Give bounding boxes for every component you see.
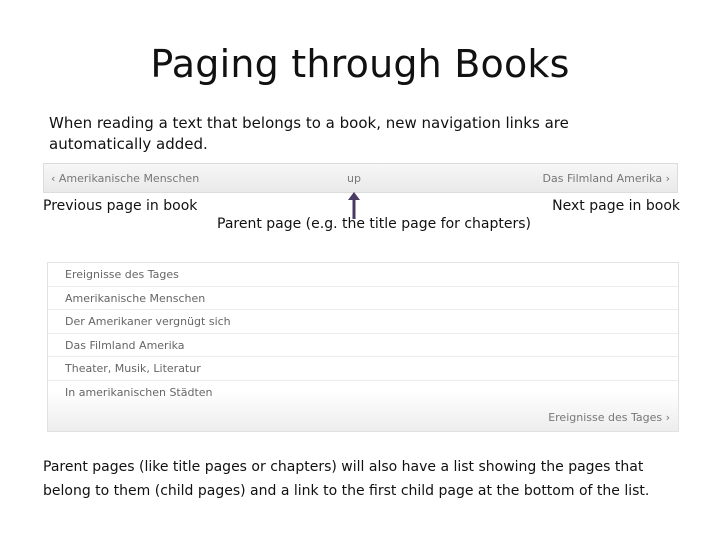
list-item: [48, 263, 678, 287]
child-page-link[interactable]: Theater, Musik, Literatur: [65, 362, 201, 375]
parent-page-link[interactable]: up: [347, 172, 361, 185]
first-child-page-link[interactable]: Ereignisse des Tages ›: [548, 411, 670, 424]
child-page-link[interactable]: Das Filmland Amerika: [65, 338, 185, 352]
list-item: [48, 334, 678, 358]
slide-title: Paging through Books: [150, 42, 570, 86]
previous-page-link[interactable]: ‹ Amerikanische Menschen: [51, 172, 200, 185]
list-item: [48, 381, 678, 405]
parent-page-caption: Parent page (e.g. the title page for chapters): [217, 216, 532, 232]
previous-page-caption: Previous page in book: [43, 198, 198, 214]
list-item: [48, 310, 678, 334]
book-navigation-bar: [43, 163, 678, 193]
child-page-link[interactable]: In amerikanischen Städten: [65, 385, 213, 399]
child-page-link[interactable]: Amerikanische Menschen: [65, 291, 206, 305]
list-item: [48, 357, 678, 381]
list-item: [48, 287, 678, 311]
child-page-link[interactable]: Der Amerikaner vergnügt sich: [65, 315, 231, 328]
next-page-caption: Next page in book: [552, 198, 680, 214]
next-page-link[interactable]: Das Filmland Amerika ›: [542, 172, 670, 185]
intro-text: When reading a text that belongs to a book, new navigation links are automatically added.: [49, 114, 569, 153]
outro-text: Parent pages (like title pages or chapters) will also have a list showing the pages that belong to them (child pages) and a link to the first child page at the bottom of the list.: [43, 459, 650, 499]
child-pages-list: [47, 262, 679, 432]
child-page-link[interactable]: Ereignisse des Tages: [65, 268, 179, 281]
